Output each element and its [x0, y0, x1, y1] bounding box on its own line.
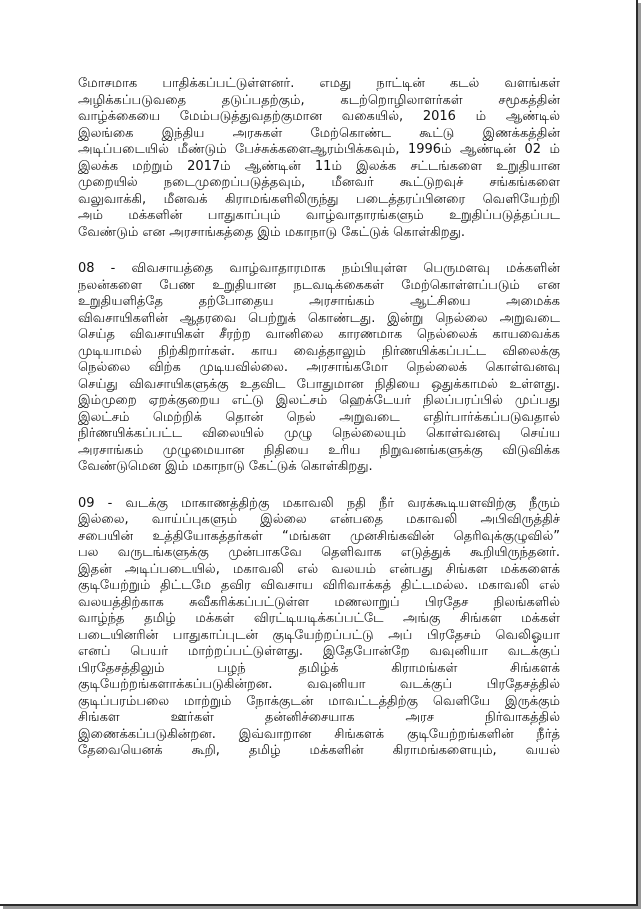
text-line: 09 - வடக்கு மாகாணத்திற்கு மகாவலி நதி நீர் வரக்கூடியளவிற்கு நீரும் [78, 495, 560, 511]
text-line: அழிக்கப்படுவதை தடுப்பதற்கும், கடற்றொழிலாளர்கள் சமூகத்தின் [78, 92, 560, 108]
text-line: நலன்களை பேண உறுதியான நடவடிக்கைகள் மேற்கொள்ளப்படும் என [78, 277, 560, 293]
text-line: இலக்க மற்றும் 2017ம் ஆண்டின் 11ம் இலக்க சட்டங்களை உறுதியான [78, 158, 560, 174]
text-line: முறையில் நடைமுறைப்படுத்தவும், மீனவர் கூட்டுறவுச் சங்கங்களை [78, 175, 560, 190]
text-line: இணைக்கப்படுகின்றன. இவ்வாறான சிங்களக் குடியேற்றங்களின் நீர்த் [78, 726, 560, 742]
text-line: அம் மக்களின் பாதுகாப்பும் வாழ்வாதாரங்களும் உறுதிப்படுத்தப்பட [78, 208, 560, 223]
text-line: குடியேற்றும் திட்டமே தவிர விவசாய விரிவாக்கத் திட்டமல்ல. மகாவலி எல் [78, 578, 560, 593]
paragraph-fisheries [78, 76, 560, 241]
text-line: தேவையெனக் கூறி, தமிழ் மக்களின் கிராமங்களையும், வயல் [78, 743, 560, 758]
text-line: மோசமாக பாதிக்கப்பட்டுள்ளனர். எமது நாட்டின் கடல் வளங்கள் [78, 76, 560, 91]
text-line: வேண்டுமென இம் மகாநாடு கேட்டுக் கொள்கிறது. [78, 459, 373, 474]
text-line: பல வருடங்களுக்கு முன்பாகவே தெளிவாக எடுத்துக் கூறியிருந்தனர். [78, 545, 560, 560]
text-line: சபையின் உத்தியோகத்தர்கள் “மங்கள முனசிங்கவின் தெரிவுக்குழுவில்” [78, 528, 560, 544]
text-line: எனப் பெயர் மாற்றப்பட்டுள்ளது. இதேபோன்றே வவுனியா வடக்குப் [78, 644, 560, 659]
text-line: முடியாமல் நிற்கிறார்கள். காய வைத்தாலும் நிர்ணயிக்கப்பட்ட விலைக்கு [78, 343, 560, 359]
text-line: அரசாங்கம் முழுமையான நிதியை உரிய நிறுவனங்களுக்கு விடுவிக்க [78, 442, 560, 458]
text-line: குடிப்பரம்பலை மாற்றும் நோக்குடன் மாவட்டத்திற்கு வெளியே இருக்கும் [78, 693, 560, 709]
text-line: வாழ்க்கையை மேம்படுத்துவதற்குமான வகையில், 2016 ம் ஆண்டில் [78, 109, 560, 124]
text-line: வேண்டும் என அரசாங்கத்தை இம் மகாநாடு கேட்டுக் கொள்கிறது. [78, 224, 465, 240]
text-line: செய்த விவசாயிகள் சீரற்ற வானிலை காரணமாக நெல்லைக் காயவைக்க [78, 327, 560, 342]
text-line: செய்து விவசாயிகளுக்கு உதவிட போதுமான நிதியை ஒதுக்காமல் உள்ளது. [78, 376, 560, 392]
text-line: அடிப்படையில் மீண்டும் பேச்சுக்களைஆரம்பிக்கவும், 1996ம் ஆண்டின் 02 ம் [78, 142, 560, 157]
paragraph-08-agriculture [78, 261, 560, 476]
text-line: நெல்லை விற்க முடியவில்லை. அரசாங்கமோ நெல்லைக் கொள்வனவு [78, 360, 560, 375]
paragraph-09-mahaweli [78, 496, 560, 760]
text-line: பிரதேசத்திலும் பழந் தமிழ்க் கிராமங்கள் சிங்களக் [78, 660, 560, 676]
text-line: இலட்சம் மெற்றிக் தொன் நெல் அறுவடை எதிர்பார்க்கப்படுவதால் [78, 409, 560, 425]
text-line: வலுவாக்கி, மீனவக் கிராமங்களிலிருந்து படைத்தரப்பினரை வெளியேற்றி [78, 191, 560, 207]
text-line: இல்லை, வாய்ப்புகளும் இல்லை என்பதை மகாவலி அபிவிருத்திச் [78, 512, 560, 527]
text-line: 08 - விவசாயத்தை வாழ்வாதாரமாக நம்பியுள்ள பெருமளவு மக்களின் [78, 261, 560, 276]
text-line: இம்முறை ஏறக்குறைய எட்டு இலட்சம் ஹெக்டேயர் நிலப்பரப்பில் முப்பது [78, 393, 560, 408]
page-content [78, 76, 560, 780]
text-line: குடியேற்றங்களாக்கப்படுகின்றன. வவுனியா வடக்குப் பிரதேசத்தில் [78, 677, 560, 692]
text-line: சிங்கள ஊர்கள் தன்னிச்சையாக அரச நிர்வாகத்தில் [78, 710, 560, 725]
text-line: வலயத்திற்காக சுவீகரிக்கப்பட்டுள்ள மணலாறுப் பிரதேச நிலங்களில் [78, 594, 560, 610]
text-line: உறுதியளித்தே தற்போதைய அரசாங்கம் ஆட்சியை அமைக்க [78, 294, 560, 309]
text-line: விவசாயிகளின் ஆதரவை பெற்றுக் கொண்டது. இன்று நெல்லை அறுவடை [78, 310, 560, 326]
text-line: வாழ்ந்த தமிழ் மக்கள் விரட்டியடிக்கப்பட்டே அங்கு சிங்கள மக்கள் [78, 611, 560, 626]
text-line: இதன் அடிப்படையில், மகாவலி எல் வலயம் என்பது சிங்கள மக்களைக் [78, 561, 560, 577]
text-line: படையினரின் பாதுகாப்புடன் குடியேற்றப்பட்டு அப் பிரதேசம் வெலிஓயா [78, 627, 560, 643]
text-line: இலங்கை இந்திய அரசுகள் மேற்கொண்ட கூட்டு இணக்கத்தின் [78, 125, 560, 141]
text-line: நிர்ணயிக்கப்பட்ட விலையில் முழு நெல்லையும் கொள்வனவு செய்ய [78, 426, 560, 441]
